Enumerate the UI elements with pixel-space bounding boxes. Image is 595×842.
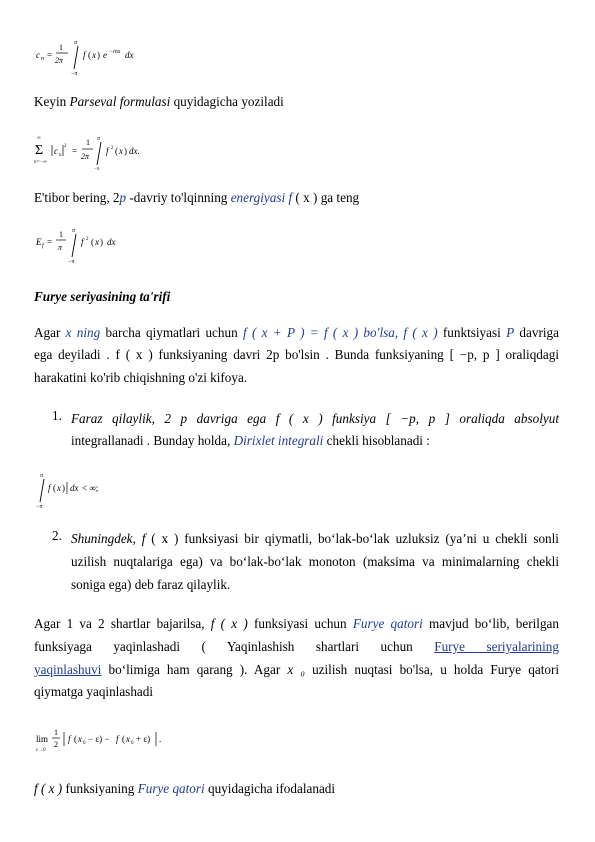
svg-text:−π: −π	[36, 504, 43, 510]
energy-intro-end: ga teng	[317, 190, 360, 205]
definition-text-c: funktsiyasi	[437, 325, 507, 340]
convergence-text-d: funksiyaga yaqinlashadi ( Yaqinlashish shartlari uchun	[34, 639, 435, 654]
svg-text:): )	[124, 146, 127, 156]
svg-text:.: .	[159, 734, 162, 744]
formula-limit-image	[34, 722, 194, 756]
section-heading-text: Furye seriyasining ta'rifi	[34, 289, 171, 304]
svg-text:f: f	[106, 146, 109, 156]
energy-intro	[34, 187, 559, 208]
definition-var: x ning	[65, 325, 101, 340]
svg-text:−π: −π	[94, 167, 100, 170]
period-symbol: p	[119, 190, 127, 205]
list-item-2-number: 2.	[52, 528, 62, 543]
definition-line-2	[34, 344, 559, 365]
definition-text-a: Agar	[34, 325, 66, 340]
fourier-series-convergence-link[interactable]: Furye seriyalarining	[434, 639, 559, 654]
svg-text:2: 2	[64, 144, 67, 149]
svg-text:− ε) −: − ε) −	[88, 734, 110, 744]
convergence-text-a: Agar 1 va 2 shartlar bajarilsa,	[34, 616, 211, 631]
list-item-1-text-b: integrallanadi . Bunday holda,	[71, 433, 234, 448]
svg-text:dx.: dx.	[129, 146, 140, 156]
parseval-formula-term: Parseval formulasi	[69, 94, 171, 109]
svg-text:(: (	[91, 237, 94, 247]
svg-text:f: f	[42, 243, 44, 249]
definition-text-b: barcha qiymatlari uchun	[100, 325, 243, 340]
convergence-text-b: funksiyasi uchun	[247, 616, 353, 631]
list-item-2-em: Shuningdek, f	[71, 531, 146, 546]
svg-text:e: e	[103, 50, 107, 60]
section-heading	[34, 286, 559, 307]
definition-line-1	[34, 322, 559, 343]
svg-text:f: f	[116, 734, 119, 744]
svg-text:): )	[62, 483, 65, 493]
svg-text:−π: −π	[71, 71, 78, 76]
function-symbol: f	[285, 190, 293, 205]
svg-text:lim: lim	[36, 734, 49, 744]
list-item-2-line-3	[71, 574, 559, 595]
svg-text:=: =	[47, 237, 53, 247]
convergence-text-e: bo‘limiga ham qarang ). Agar	[101, 662, 288, 677]
svg-text:1: 1	[86, 138, 90, 147]
periodic-equation: f ( x + P ) = f ( x ) bo'lsa, f ( x )	[243, 325, 438, 340]
svg-text:x: x	[92, 50, 96, 60]
discontinuity-point: x ₀	[287, 662, 305, 677]
convergence-line-3	[34, 659, 559, 680]
list-item-1-text-c: chekli hisoblanadi :	[323, 433, 430, 448]
fourier-series-term-2: Furye qatori	[137, 781, 205, 796]
formula-absolute-integrable-image	[34, 470, 134, 510]
convergence-function: f ( x )	[210, 616, 248, 631]
dirichlet-integral-term: Dirixlet integrali	[233, 433, 324, 448]
svg-text:dx: dx	[70, 483, 79, 493]
svg-text:−inx: −inx	[109, 49, 121, 55]
svg-text:(: (	[122, 734, 125, 744]
svg-text:(: (	[115, 146, 118, 156]
convergence-line-4	[34, 681, 559, 702]
fourier-series-term: Furye qatori	[352, 616, 423, 631]
fourier-intro-mid: funksiyaning	[62, 781, 138, 796]
svg-text:f: f	[68, 734, 71, 744]
parseval-intro	[34, 91, 559, 112]
formula-parseval	[34, 132, 174, 170]
convergence-line-2	[34, 636, 559, 657]
list-item-2-text-3: soniga ega) deb faraz qilaylik.	[71, 577, 231, 592]
svg-text:f: f	[83, 50, 86, 60]
svg-text:=: =	[47, 50, 53, 60]
svg-text:n=−∞: n=−∞	[34, 160, 47, 165]
fourier-series-expression-intro	[34, 778, 559, 799]
list-item-1-number: 1.	[52, 408, 62, 423]
period-P: P	[506, 325, 515, 340]
svg-text:f: f	[81, 237, 84, 247]
svg-text:< ∞;: < ∞;	[82, 483, 99, 493]
fourier-intro-end: quyidagicha ifodalanadi	[204, 781, 336, 796]
definition-text-d: davriga	[514, 325, 559, 340]
list-item-2-text: ( x ) funksiyasi bir qiymatli, bo‘lak-bo‘lak uzluksiz (ya’ni u chekli sonli	[145, 531, 559, 546]
svg-text:): )	[100, 237, 103, 247]
list-item-1-text: Faraz qilaylik, 2 p davriga ega f ( x ) funksiya [ −p, p ] oraliqda absolyut	[71, 411, 559, 426]
svg-text:π: π	[40, 473, 44, 479]
list-item-2-line-2	[71, 551, 559, 572]
svg-text:2: 2	[111, 146, 114, 151]
list-item-2-text-2: uzilish nuqtalariga ega) va bo‘lak-bo‘lak monoton (maksima va minimalarning chekli	[71, 554, 559, 569]
svg-text:2π: 2π	[55, 56, 64, 65]
svg-text:n: n	[41, 56, 44, 62]
formula-parseval-image	[34, 132, 174, 170]
svg-text:∞: ∞	[37, 136, 41, 141]
svg-text:x: x	[119, 146, 123, 156]
energy-term: energiyasi	[230, 190, 286, 205]
svg-text:n: n	[59, 153, 62, 158]
formula-energy	[34, 225, 144, 265]
svg-text:x: x	[78, 734, 82, 744]
formula-fourier-coefficient	[34, 36, 164, 76]
svg-text:(: (	[88, 50, 91, 60]
definition-line-2-text: ega deyiladi . f ( x ) funksiyaning davri 2p bo'lsin . Bunda funksiyaning [ −p, p ] oraliqdagi	[34, 347, 559, 362]
svg-text:Σ: Σ	[35, 143, 44, 158]
list-item-1-line-2	[71, 430, 559, 451]
svg-text:E: E	[36, 237, 42, 247]
svg-text:1: 1	[54, 728, 58, 737]
convergence-text-f: uzilish nuqtasi bo'lsa, u holda Furye qatori	[304, 662, 560, 677]
energy-intro-mid: -davriy to'lqinning	[126, 190, 231, 205]
svg-text:): )	[97, 50, 100, 60]
formula-energy-image	[34, 225, 144, 265]
svg-text:2π: 2π	[81, 152, 90, 161]
svg-text:π: π	[74, 40, 78, 46]
svg-text:(: (	[74, 734, 77, 744]
svg-text:−π: −π	[68, 259, 75, 265]
svg-text:0: 0	[83, 741, 86, 746]
svg-text:+ ε): + ε)	[136, 734, 151, 744]
convergence-line-1	[34, 613, 559, 634]
list-item-1-line-1	[71, 408, 559, 429]
svg-text:x: x	[57, 483, 61, 493]
svg-text:π: π	[72, 228, 76, 234]
fourier-series-convergence-link-cont[interactable]: yaqinlashuvi	[34, 662, 102, 677]
svg-text:f: f	[48, 483, 51, 493]
definition-line-3-text: harakatini ko'rib chiqishning o'zi kifoya.	[34, 370, 248, 385]
formula-absolute-integrable	[34, 470, 134, 510]
svg-text:x: x	[95, 237, 99, 247]
svg-text:2: 2	[86, 237, 89, 242]
parseval-intro-text-end: quyidagicha yoziladi	[170, 94, 284, 109]
formula-fourier-coefficient-image	[34, 36, 164, 76]
energy-intro-text: E'tibor bering, 2	[34, 190, 120, 205]
definition-line-3	[34, 367, 559, 388]
svg-text:dx: dx	[125, 50, 134, 60]
parseval-intro-text: Keyin	[34, 94, 70, 109]
svg-text:(: (	[53, 483, 56, 493]
svg-text:2: 2	[54, 740, 58, 749]
convergence-text-g: qiymatga yaqinlashadi	[34, 684, 154, 699]
svg-text:π: π	[58, 243, 63, 252]
svg-text:=: =	[72, 146, 78, 156]
svg-text:dx: dx	[107, 237, 116, 247]
svg-text:1: 1	[59, 43, 63, 52]
convergence-text-c: mavjud bo‘lib, berilgan	[422, 616, 559, 631]
svg-text:c: c	[36, 50, 40, 60]
list-item-2-line-1	[71, 528, 559, 549]
svg-text:ε→0: ε→0	[36, 748, 46, 753]
svg-text:x: x	[126, 734, 130, 744]
svg-text:1: 1	[59, 230, 63, 239]
svg-text:c: c	[54, 146, 58, 156]
formula-limit	[34, 722, 194, 756]
svg-text:π: π	[97, 136, 101, 142]
svg-text:0: 0	[131, 741, 134, 746]
function-arg: ( x )	[292, 190, 318, 205]
function-f-x: f ( x )	[34, 781, 63, 796]
